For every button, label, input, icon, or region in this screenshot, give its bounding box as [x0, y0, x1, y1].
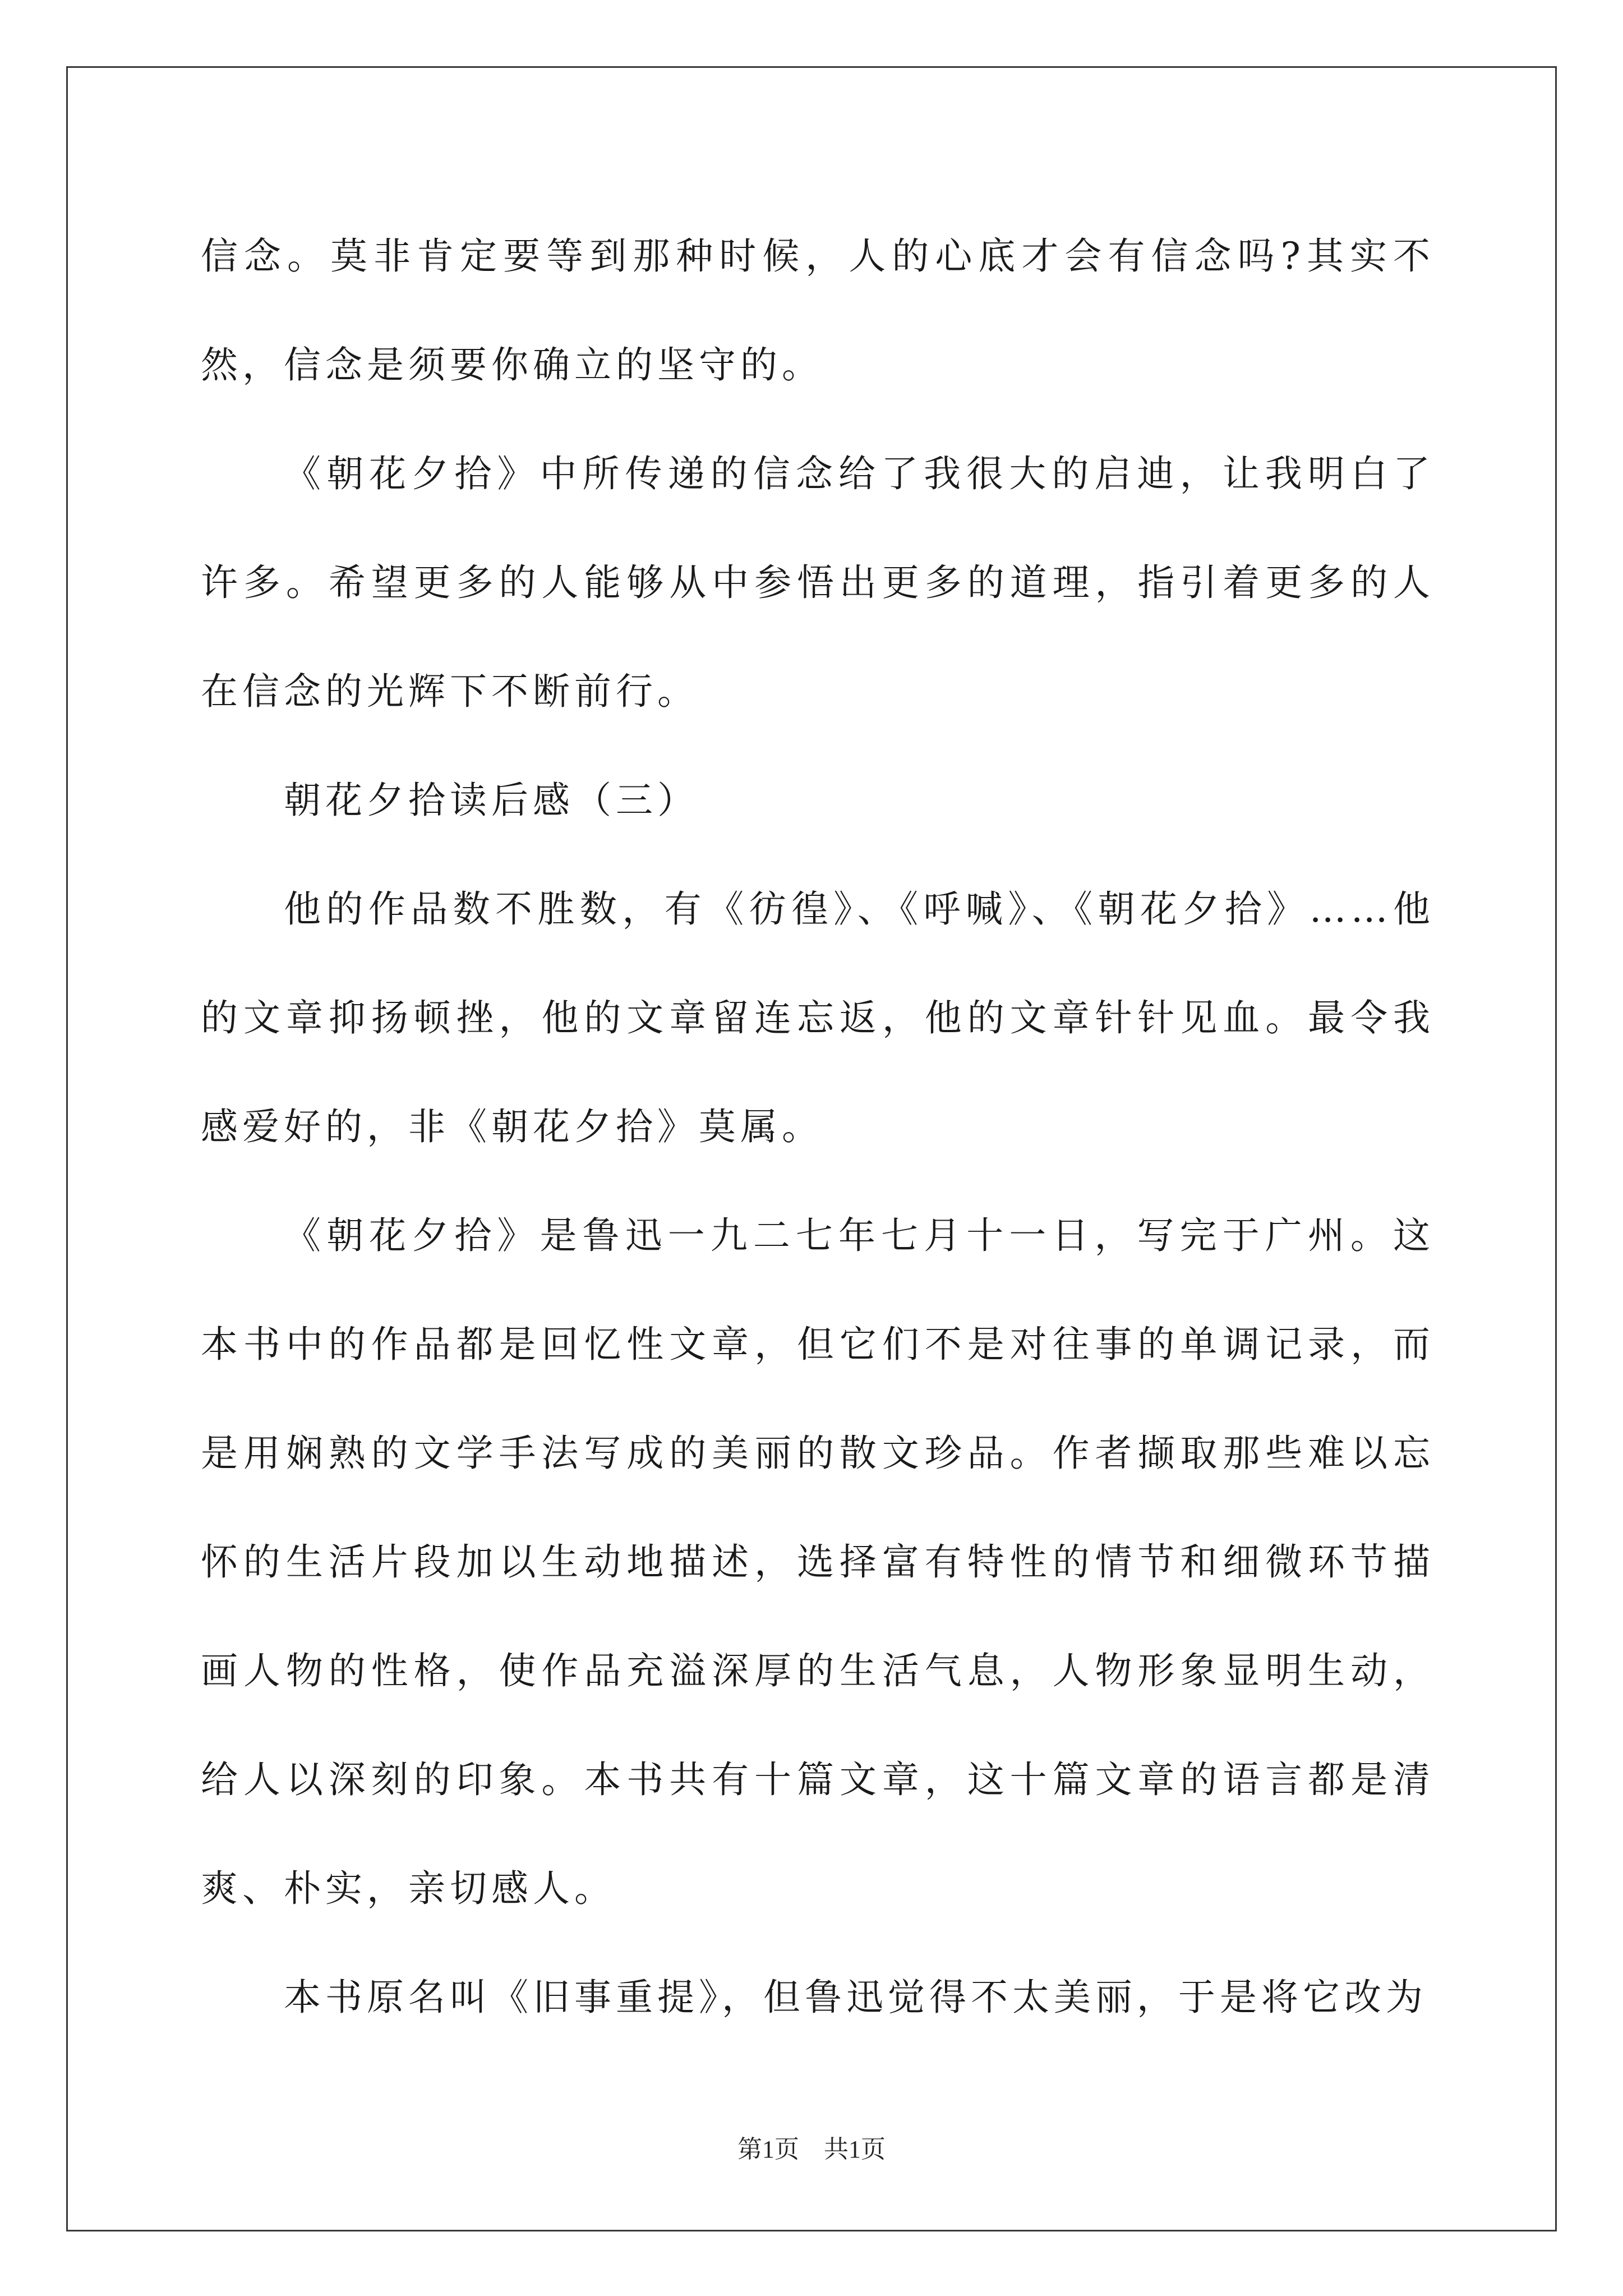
paragraph: 《朝花夕拾》中所传递的信念给了我很大的启迪，让我明白了许多。希望更多的人能够从中参悟出更多的道理，指引着更多的人在信念的光辉下不断前行。 [201, 452, 1435, 713]
paragraph: 信念。莫非肯定要等到那种时候，人的心底才会有信念吗?其实不然，信念是须要你确立的坚守的。 [201, 234, 1435, 386]
paragraph: 《朝花夕拾》是鲁迅一九二七年七月十一日，写完于广州。这本书中的作品都是回忆性文章，但它们不是对往事的单调记录，而是用娴熟的文学手法写成的美丽的散文珍品。作者撷取那些难以忘怀的生活片段加以生动地描述，选择富有特性的情节和细微环节描画人物的性格，使作品充溢深厚的生活气息，人物形象显明生动，给人以深刻的印象。本书共有十篇文章，这十篇文章的语言都是清爽、朴实，亲切感人。 [201, 1214, 1435, 1910]
document-body [201, 202, 1435, 2052]
section-heading: 朝花夕拾读后感（三） [284, 779, 699, 822]
paragraph: 本书原名叫《旧事重提》，但鲁迅觉得不太美丽，于是将它改为 [284, 1976, 1427, 2019]
paragraph: 他的作品数不胜数，有《彷徨》、《呼喊》、《朝花夕拾》……他的文章抑扬顿挫，他的文章留连忘返，他的文章针针见血。最令我感爱好的，非《朝花夕拾》莫属。 [201, 887, 1435, 1148]
page-number-footer: 第1页 共1页 [737, 2136, 886, 2163]
